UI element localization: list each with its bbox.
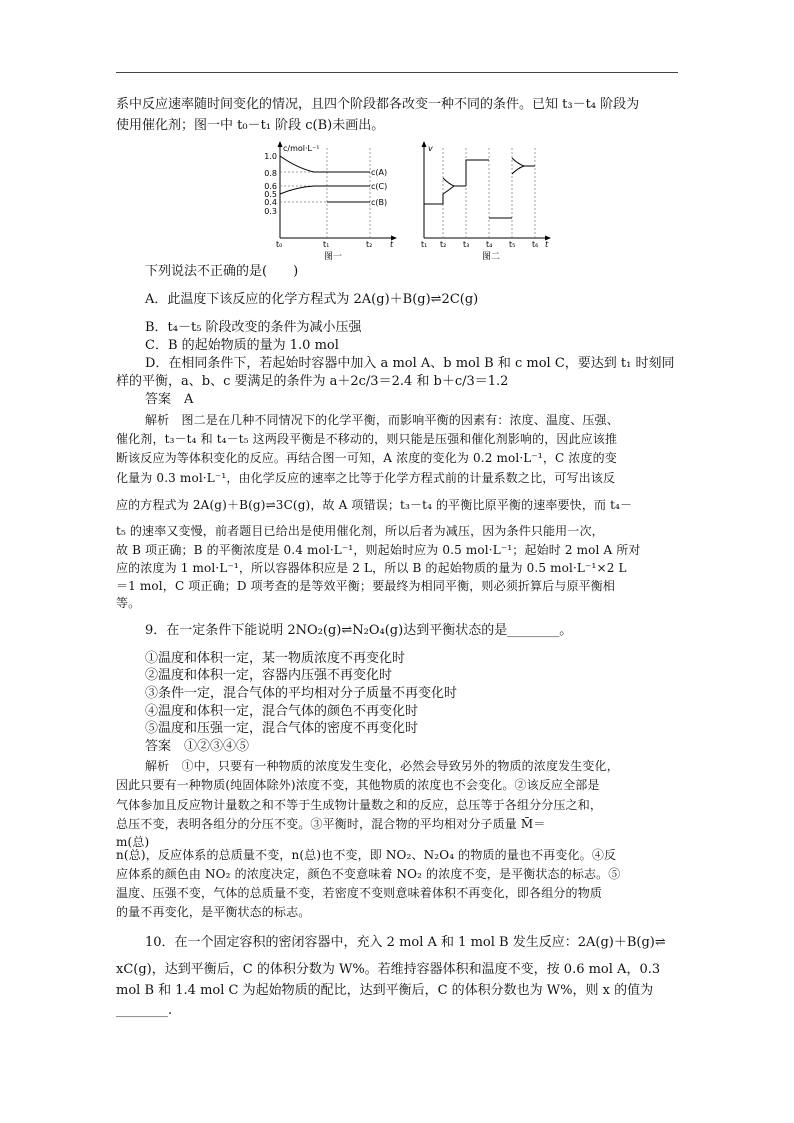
question-10-line: 10．在一个固定容积的密闭容器中，充入 2 mol A 和 1 mol B 发生反应：2A(g)＋B(g)⇌	[145, 935, 666, 950]
fig1-ylabel: c/mol·L⁻¹	[283, 144, 320, 153]
question-10-line: ________.	[116, 1003, 173, 1018]
figure-2-rate-time	[414, 138, 554, 268]
fig1-xaxis-label: t	[390, 240, 394, 249]
statement-4: ④温度和体积一定，混合气体的颜色不再变化时	[145, 704, 419, 719]
question-10-line: xC(g)，达到平衡后，C 的体积分数为 W%。若维持容器体积和温度不变，按 0.6 mol A，0.3	[116, 962, 661, 977]
fig1-ytick: 0.6	[264, 182, 277, 191]
fig1-curve-label-cA: c(A)	[371, 168, 388, 177]
explanation-9-line: 的量不再变化，是平衡状态的标志。	[116, 905, 311, 919]
fig2-xtick: t₄	[486, 240, 493, 249]
fig2-xtick: t₃	[463, 240, 470, 249]
explanation-9-line: n(总)，反应体系的总质量不变，n(总)也不变，即 NO₂、N₂O₄ 的物质的量也不再变化。④反	[116, 848, 617, 862]
statement-3: ③条件一定，混合气体的平均相对分子质量不再变化时	[145, 686, 458, 701]
explanation-8-line: 应的方程式为 2A(g)＋B(g)⇌3C(g)，故 A 项错误；t₃－t₄ 的平衡比原平衡的速率要快，而 t₄－	[116, 498, 633, 512]
fig1-curve-label-cC: c(C)	[371, 182, 388, 191]
fig1-ytick: 0.5	[264, 190, 277, 199]
statement-5: ⑤温度和压强一定，混合气体的密度不再变化时	[145, 721, 419, 736]
explanation-8-line: 解析 图二是在几种不同情况下的化学平衡，而影响平衡的因素有：浓度、温度、压强、	[145, 413, 619, 427]
explanation-8-line: 催化剂，t₃－t₄ 和 t₄－t₅ 这两段平衡是不移动的，则只能是压强和催化剂影响的，因此应该推	[116, 432, 618, 446]
fig1-ytick: 0.8	[264, 169, 277, 178]
option-a: A．此温度下该反应的化学方程式为 2A(g)＋B(g)⇌2C(g)	[145, 292, 479, 307]
intro-line-2: 使用催化剂；图一中 t₀－t₁ 阶段 c(B)未画出。	[116, 118, 385, 133]
fig2-caption: 图二	[482, 252, 501, 262]
fig2-ylabel: v	[428, 144, 433, 153]
explanation-9-line: 气体参加且反应物计量数之和不等于生成物计量数之和的反应，总压等于各组分分压之和，	[116, 798, 603, 812]
fig2-xtick: t₂	[440, 240, 447, 249]
fig1-caption: 图一	[324, 252, 343, 262]
explanation-9-line: 应体系的颜色由 NO₂ 的浓度决定，颜色不变意味着 NO₂ 的浓度不变，是平衡状态的标志。⑤	[116, 867, 621, 881]
fig1-xtick: t₂	[366, 240, 373, 249]
question-10-line: mol B 和 1.4 mol C 为起始物质的配比，达到平衡后，C 的体积分数也为 W%，则 x 的值为	[116, 983, 654, 998]
explanation-8-line: 断该反应为等体积变化的反应。再结合图一可知，A 浓度的变化为 0.2 mol·L⁻¹，C 浓度的变	[116, 451, 617, 465]
question-9: 9．在一定条件下能说明 2NO₂(g)⇌N₂O₄(g)达到平衡状态的是________。	[145, 623, 573, 638]
fig1-xtick: t₀	[276, 240, 283, 249]
explanation-8-line: 故 B 项正确；B 的平衡浓度是 0.4 mol·L⁻¹，则起始时应为 0.5 mol·L⁻¹；起始时 2 mol A 所对	[116, 543, 641, 557]
figure-1-concentration-time	[252, 138, 402, 268]
option-d-line-1: D．在相同条件下，若起始时容器中加入 a mol A、b mol B 和 c mol C，要达到 t₁ 时刻同	[145, 356, 675, 371]
question-prompt: 下列说法不正确的是( )	[145, 264, 299, 279]
fig1-curve-label-cB: c(B)	[371, 198, 388, 207]
fraction-numerator: m(总)	[116, 835, 150, 849]
fig1-ytick: 0.3	[264, 207, 277, 216]
explanation-8-line: 化量为 0.3 mol·L⁻¹，由化学反应的速率之比等于化学方程式前的计量系数之比，可写出该反	[116, 471, 616, 485]
option-b: B．t₄－t₅ 阶段改变的条件为减小压强	[145, 320, 362, 335]
curve-cA	[280, 156, 370, 172]
explanation-9-line: 温度、压强不变，气体的总质量不变，若密度不变则意味着体积不再变化，即各组分的物质	[116, 886, 603, 900]
fig1-xtick: t₁	[323, 240, 330, 249]
intro-line-1: 系中反应速率随时间变化的情况，且四个阶段都各改变一种不同的条件。已知 t₃－t₄ 阶段为	[116, 97, 640, 112]
explanation-9-line: 总压不变，表明各组分的分压不变。③平衡时，混合物的平均相对分子质量 M̄＝	[116, 817, 546, 831]
answer-9: 答案 ①②③④⑤	[145, 739, 250, 754]
fig2-xaxis-label: t	[545, 240, 549, 249]
explanation-8-line: ＝1 mol，C 项正确；D 项考查的是等效平衡；要最终为相同平衡，则必须折算后与原平衡相	[116, 579, 616, 593]
fig1-ytick: 0.4	[264, 198, 277, 207]
statement-2: ②温度和体积一定，容器内压强不再变化时	[145, 668, 393, 683]
curve-cC	[280, 186, 370, 194]
explanation-9-line: 解析 ①中，只要有一种物质的浓度发生变化，必然会导致另外的物质的浓度发生变化，	[145, 759, 619, 773]
explanation-9-line: 因此只要有一种物质(纯固体除外)浓度不变，其他物质的浓度也不会变化。②该反应全部是	[116, 778, 600, 792]
option-d-line-2: 样的平衡，a、b、c 要满足的条件为 a＋2c/3＝2.4 和 b＋c/3＝1.2	[116, 374, 509, 389]
fig1-ytick: 1.0	[264, 152, 277, 161]
explanation-8-line: 应的浓度为 1 mol·L⁻¹，所以容器体积应是 2 L，所以 B 的起始物质的量为 0.5 mol·L⁻¹×2 L	[116, 561, 627, 575]
fig2-xtick: t₅	[509, 240, 516, 249]
explanation-8-line: 等。	[116, 596, 141, 610]
statement-1: ①温度和体积一定，某一物质浓度不再变化时	[145, 651, 406, 666]
fig2-xtick: t₁	[421, 240, 428, 249]
answer-8: 答案 A	[145, 392, 194, 407]
explanation-8-line: t₅ 的速率又变慢，前者题目已给出是使用催化剂，所以后者为减压，因为条件只能用一次，	[116, 524, 604, 538]
fig2-xtick: t₆	[532, 240, 539, 249]
option-c: C．B 的起始物质的量为 1.0 mol	[145, 338, 339, 353]
header-rule	[116, 72, 678, 73]
